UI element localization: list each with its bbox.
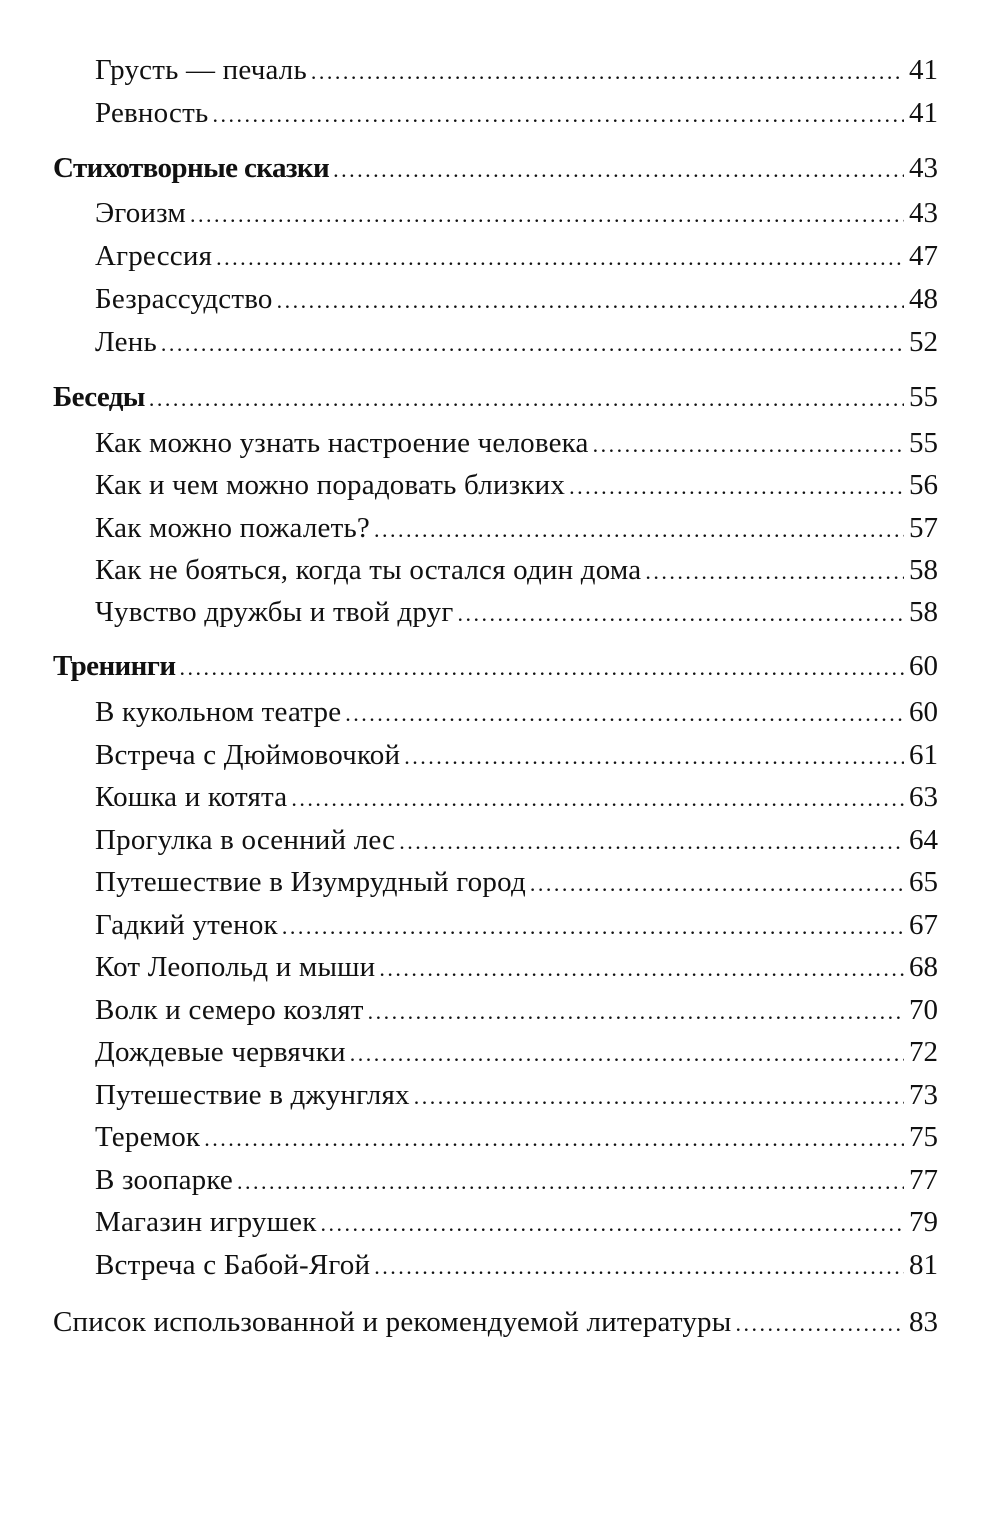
toc-entry-title: Кошка и котята bbox=[95, 781, 288, 813]
toc-entry-page: 83 bbox=[909, 1306, 938, 1338]
toc-entry-title: Путешествие в джунглях bbox=[95, 1079, 410, 1111]
toc-entry-title: Теремок bbox=[95, 1121, 201, 1153]
toc-entry bbox=[95, 990, 938, 1032]
dot-leader bbox=[333, 150, 904, 190]
toc-entry-page: 47 bbox=[909, 240, 938, 272]
toc-entry-page: 67 bbox=[909, 909, 938, 941]
dot-leader bbox=[149, 379, 904, 419]
toc-entry-page: 58 bbox=[909, 596, 938, 628]
dot-leader bbox=[291, 779, 904, 819]
toc-row bbox=[0, 820, 1000, 860]
dot-leader bbox=[374, 510, 904, 550]
dot-leader bbox=[204, 1119, 904, 1159]
toc-entry bbox=[95, 820, 938, 862]
toc-row bbox=[0, 322, 1000, 362]
dot-leader bbox=[530, 864, 904, 904]
toc-row bbox=[0, 777, 1000, 817]
toc-section-heading bbox=[53, 148, 938, 190]
toc-entry bbox=[95, 550, 938, 592]
toc-entry-page: 55 bbox=[909, 427, 938, 459]
toc-entry bbox=[95, 508, 938, 550]
toc-entry bbox=[95, 465, 938, 507]
toc-row bbox=[0, 1302, 1000, 1342]
toc-row bbox=[0, 377, 1000, 417]
dot-leader bbox=[404, 737, 904, 777]
toc-entry-page: 41 bbox=[909, 54, 938, 86]
toc-entry-page: 63 bbox=[909, 781, 938, 813]
toc-entry-page: 57 bbox=[909, 512, 938, 544]
dot-leader bbox=[345, 694, 904, 734]
toc-section-page: 55 bbox=[909, 381, 938, 413]
toc-entry-title: В кукольном театре bbox=[95, 696, 342, 728]
toc-entry-title: Эгоизм bbox=[95, 197, 186, 229]
toc-section-title: Тренинги bbox=[53, 650, 176, 682]
toc-entry-page: 48 bbox=[909, 283, 938, 315]
toc-row bbox=[0, 1032, 1000, 1072]
dot-leader bbox=[237, 1162, 904, 1202]
toc-entry-title: Грусть — печаль bbox=[95, 54, 307, 86]
toc-row bbox=[0, 862, 1000, 902]
toc-row bbox=[0, 592, 1000, 632]
dot-leader bbox=[735, 1304, 904, 1344]
toc-entry bbox=[95, 777, 938, 819]
toc-entry-title: Агрессия bbox=[95, 240, 213, 272]
toc-entry bbox=[95, 1202, 938, 1244]
toc-entry-title: Магазин игрушек bbox=[95, 1206, 317, 1238]
toc-entry bbox=[95, 592, 938, 634]
dot-leader bbox=[216, 238, 904, 278]
toc-entry bbox=[95, 236, 938, 278]
toc-entry bbox=[95, 1245, 938, 1287]
dot-leader bbox=[399, 822, 904, 862]
toc-row bbox=[0, 236, 1000, 276]
toc-row bbox=[0, 1245, 1000, 1285]
dot-leader bbox=[277, 281, 904, 321]
toc-row bbox=[0, 1202, 1000, 1242]
dot-leader bbox=[414, 1077, 904, 1117]
toc-entry-title: Чувство дружбы и твой друг bbox=[95, 596, 454, 628]
toc-row bbox=[0, 692, 1000, 732]
toc-entry-page: 60 bbox=[909, 696, 938, 728]
dot-leader bbox=[368, 992, 904, 1032]
toc-entry bbox=[95, 947, 938, 989]
toc-entry-page: 41 bbox=[909, 97, 938, 129]
toc-entry bbox=[95, 93, 938, 135]
toc-entry-page: 43 bbox=[909, 197, 938, 229]
toc-entry-page: 56 bbox=[909, 469, 938, 501]
toc-row bbox=[0, 1075, 1000, 1115]
toc-entry bbox=[95, 1032, 938, 1074]
dot-leader bbox=[379, 949, 904, 989]
toc-section-heading bbox=[53, 646, 938, 688]
toc-row bbox=[0, 1160, 1000, 1200]
toc-entry-title: Список использованной и рекомендуемой литературы bbox=[53, 1306, 732, 1338]
toc-entry-page: 68 bbox=[909, 951, 938, 983]
toc-entry-title: Как не бояться, когда ты остался один дома bbox=[95, 554, 642, 586]
dot-leader bbox=[311, 52, 904, 92]
dot-leader bbox=[374, 1247, 904, 1287]
dot-leader bbox=[212, 95, 904, 135]
toc-entry-page: 79 bbox=[909, 1206, 938, 1238]
toc-entry-page: 65 bbox=[909, 866, 938, 898]
toc-entry bbox=[95, 692, 938, 734]
toc-entry bbox=[95, 905, 938, 947]
toc-row bbox=[0, 93, 1000, 133]
toc-entry-title: Как и чем можно порадовать близких bbox=[95, 469, 566, 501]
toc-row bbox=[0, 279, 1000, 319]
toc-entry-title: Прогулка в осенний лес bbox=[95, 824, 396, 856]
toc-entry bbox=[95, 279, 938, 321]
toc-row bbox=[0, 735, 1000, 775]
toc-entry-page: 70 bbox=[909, 994, 938, 1026]
toc-entry-title: В зоопарке bbox=[95, 1164, 234, 1196]
toc-entry bbox=[95, 1160, 938, 1202]
toc-entry-page: 72 bbox=[909, 1036, 938, 1068]
toc-entry-title: Безрассудство bbox=[95, 283, 273, 315]
toc-entry-title: Волк и семеро козлят bbox=[95, 994, 364, 1026]
toc-row bbox=[0, 423, 1000, 463]
toc-entry bbox=[95, 1117, 938, 1159]
toc-entry bbox=[95, 423, 938, 465]
toc-row bbox=[0, 148, 1000, 188]
dot-leader bbox=[569, 467, 904, 507]
toc-row bbox=[0, 193, 1000, 233]
toc-entry-title: Встреча с Дюймовочкой bbox=[95, 739, 401, 771]
toc-section-title: Беседы bbox=[53, 381, 145, 413]
toc-entry-title: Встреча с Бабой-Ягой bbox=[95, 1249, 371, 1281]
dot-leader bbox=[350, 1034, 904, 1074]
toc-entry-title: Ревность bbox=[95, 97, 209, 129]
toc-section-title: Стихотворные сказки bbox=[53, 152, 330, 184]
toc-row bbox=[0, 990, 1000, 1030]
toc-entry-title: Кот Леопольд и мыши bbox=[95, 951, 376, 983]
toc-row bbox=[0, 508, 1000, 548]
toc-row bbox=[0, 50, 1000, 90]
toc-row bbox=[0, 947, 1000, 987]
toc-entry-page: 64 bbox=[909, 824, 938, 856]
toc-entry-title: Как можно пожалеть? bbox=[95, 512, 370, 544]
toc-entry-page: 58 bbox=[909, 554, 938, 586]
toc-entry-page: 81 bbox=[909, 1249, 938, 1281]
dot-leader bbox=[457, 594, 904, 634]
toc-entry-page: 73 bbox=[909, 1079, 938, 1111]
toc-entry-title: Как можно узнать настроение человека bbox=[95, 427, 589, 459]
dot-leader bbox=[161, 324, 904, 364]
dot-leader bbox=[282, 907, 904, 947]
toc-entry bbox=[95, 193, 938, 235]
toc-entry-page: 75 bbox=[909, 1121, 938, 1153]
toc-entry-title: Гадкий утенок bbox=[95, 909, 278, 941]
dot-leader bbox=[645, 552, 904, 592]
toc-entry-page: 77 bbox=[909, 1164, 938, 1196]
toc-row bbox=[0, 1117, 1000, 1157]
toc-section-heading bbox=[53, 377, 938, 419]
dot-leader bbox=[190, 195, 904, 235]
dot-leader bbox=[593, 425, 904, 465]
toc-entry bbox=[95, 735, 938, 777]
toc-entry-page: 61 bbox=[909, 739, 938, 771]
toc-row bbox=[0, 465, 1000, 505]
toc-entry-page: 52 bbox=[909, 326, 938, 358]
toc-entry-title: Дождевые червячки bbox=[95, 1036, 346, 1068]
toc-bibliography-entry bbox=[53, 1302, 938, 1344]
toc-entry-title: Путешествие в Изумрудный город bbox=[95, 866, 526, 898]
dot-leader bbox=[179, 648, 904, 688]
toc-row bbox=[0, 646, 1000, 686]
toc-row bbox=[0, 905, 1000, 945]
toc-row bbox=[0, 550, 1000, 590]
dot-leader bbox=[321, 1204, 905, 1244]
toc-section-page: 43 bbox=[909, 152, 938, 184]
toc-entry bbox=[95, 322, 938, 364]
toc-entry-title: Лень bbox=[95, 326, 157, 358]
toc-entry bbox=[95, 50, 938, 92]
toc-section-page: 60 bbox=[909, 650, 938, 682]
toc-entry bbox=[95, 862, 938, 904]
toc-entry bbox=[95, 1075, 938, 1117]
